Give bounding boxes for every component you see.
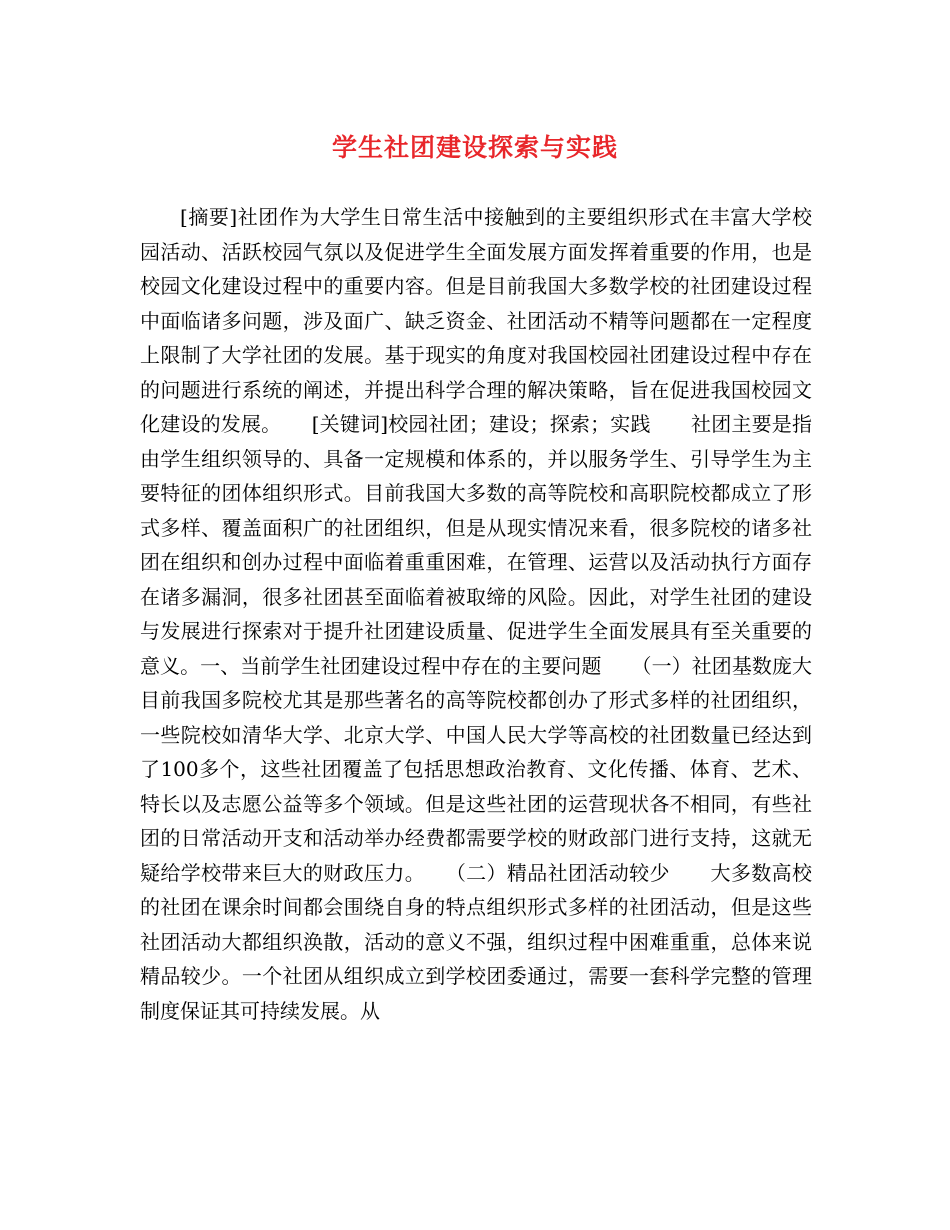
document-title: 学生社团建设探索与实践 bbox=[331, 133, 618, 162]
document-body-text: [摘要]社团作为大学生日常生活中接触到的主要组织形式在丰富大学校园活动、活跃校园气氛以及促进学生全面发展方面发挥着重要的作用，也是校园文化建设过程中的重要内容。但是目前我国大多数学校的社团建设过程中面临诸多问题，涉及面广、缺乏资金、社团活动不精等问题都在一定程度上限制了大学社团的发展。基于现实的角度对我国校园社团建设过程中存在的问题进行系统的阐述，并提出科学合理的解决策略，旨在促进我国校园文化建设的发展。 [关键词]校园社团；建设；探索；实践 社团主要是指由学生组织领导的、具备一定规模和体系的，并以服务学生、引导学生为主要特征的团体组织形式。目前我国大多数的高等院校和高职院校都成立了形式多样、覆盖面积广的社团组织，但是从现实情况来看，很多院校的诸多社团在组织和创办过程中面临着重重困难，在管理、运营以及活动执行方面存在诸多漏洞，很多社团甚至面临着被取缔的风险。因此，对学生社团的建设与发展进行探索对于提升社团建设质量、促进学生全面发展具有至关重要的意义。一、当前学生社团建设过程中存在的主要问题 （一）社团基数庞大 目前我国多院校尤其是那些著名的高等院校都创办了形式多样的社团组织，一些院校如清华大学、北京大学、中国人民大学等高校的社团数量已经达到了100多个，这些社团覆盖了包括思想政治教育、文化传播、体育、艺术、特长以及志愿公益等多个领域。但是这些社团的运营现状各不相同，有些社团的日常活动开支和活动举办经费都需要学校的财政部门进行支持，这就无疑给学校带来巨大的财政压力。 （二）精品社团活动较少 大多数高校的社团在课余时间都会围绕自身的特点组织形式多样的社团活动，但是这些社团活动大都组织涣散，活动的意义不强，组织过程中困难重重，总体来说精品较少。一个社团从组织成立到学校团委通过，需要一套科学完整的管理制度保证其可持续发展。从 bbox=[140, 205, 852, 1023]
